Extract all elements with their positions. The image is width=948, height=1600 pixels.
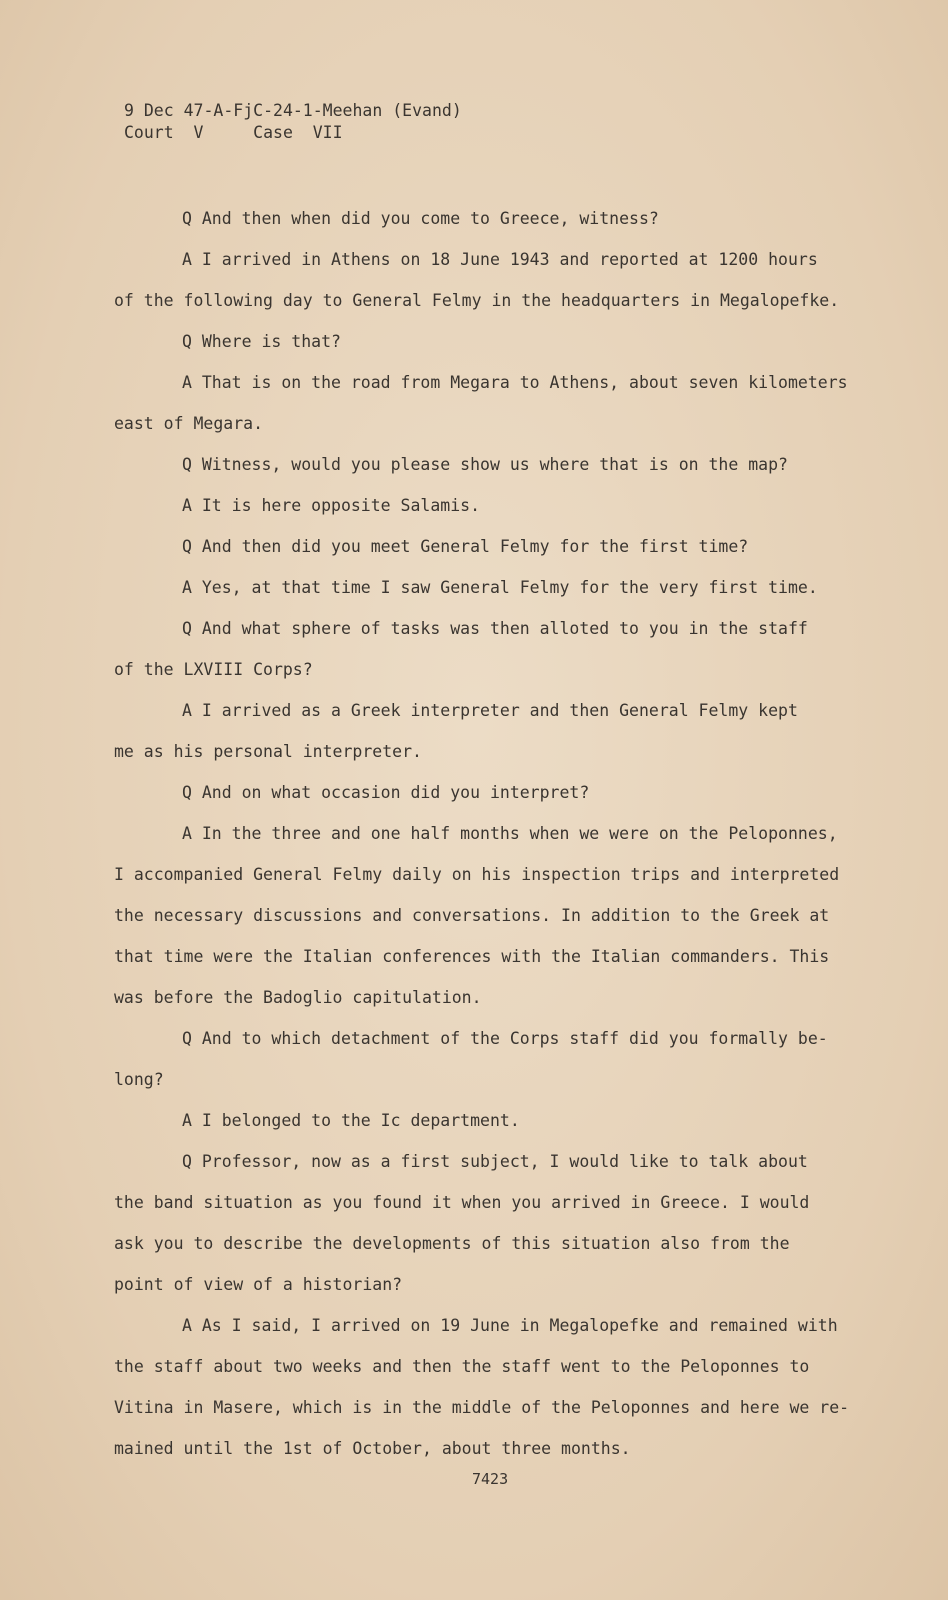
transcript-line: Vitina in Masere, which is in the middle of the Peloponnes and here we re-	[114, 1398, 850, 1417]
transcript-line: A I arrived in Athens on 18 June 1943 and reported at 1200 hours	[182, 250, 818, 269]
transcript-line: Q Witness, would you please show us where that is on the map?	[182, 455, 788, 474]
transcript-line: the band situation as you found it when you arrived in Greece. I would	[114, 1193, 810, 1212]
transcript-line: Q Professor, now as a first subject, I would like to talk about	[182, 1152, 808, 1171]
document-header	[124, 100, 462, 144]
transcript-line: was before the Badoglio capitulation.	[114, 988, 482, 1007]
transcript-line: A I belonged to the Ic department.	[182, 1111, 520, 1130]
transcript-line: Q And on what occasion did you interpret?	[182, 783, 590, 802]
transcript-line: mained until the 1st of October, about three months.	[114, 1439, 631, 1458]
transcript-line: long?	[114, 1070, 164, 1089]
header-reference: 9 Dec 47-A-FjC-24-1-Meehan (Evand)	[124, 101, 462, 120]
transcript-line: that time were the Italian conferences with the Italian commanders. This	[114, 947, 830, 966]
transcript-line: Q Where is that?	[182, 332, 341, 351]
transcript-line: A It is here opposite Salamis.	[182, 496, 481, 515]
transcript-line: A Yes, at that time I saw General Felmy for the very first time.	[182, 578, 818, 597]
transcript-line: me as his personal interpreter.	[114, 742, 422, 761]
transcript-line: Q And to which detachment of the Corps staff did you formally be-	[182, 1029, 828, 1048]
transcript-line: ask you to describe the developments of this situation also from the	[114, 1234, 790, 1253]
transcript-line: Q And what sphere of tasks was then alloted to you in the staff	[182, 619, 808, 638]
transcript-line: I accompanied General Felmy daily on his inspection trips and interpreted	[114, 865, 840, 884]
page-number: 7423	[472, 1470, 509, 1488]
transcript-line: of the following day to General Felmy in the headquarters in Megalopefke.	[114, 291, 840, 310]
transcript-line: east of Megara.	[114, 414, 264, 433]
header-court-case: Court V Case VII	[124, 123, 343, 142]
transcript-line: Q And then did you meet General Felmy for the first time?	[182, 537, 749, 556]
transcript-body	[114, 198, 894, 1469]
transcript-line: A I arrived as a Greek interpreter and then General Felmy kept	[182, 701, 798, 720]
transcript-line: of the LXVIII Corps?	[114, 660, 313, 679]
transcript-line: the necessary discussions and conversations. In addition to the Greek at	[114, 906, 830, 925]
transcript-line: point of view of a historian?	[114, 1275, 403, 1294]
transcript-line: A In the three and one half months when we were on the Peloponnes,	[182, 824, 838, 843]
transcript-line: A That is on the road from Megara to Athens, about seven kilometers	[182, 373, 848, 392]
transcript-line: the staff about two weeks and then the staff went to the Peloponnes to	[114, 1357, 810, 1376]
transcript-line: A As I said, I arrived on 19 June in Megalopefke and remained with	[182, 1316, 838, 1335]
transcript-line: Q And then when did you come to Greece, witness?	[182, 209, 659, 228]
